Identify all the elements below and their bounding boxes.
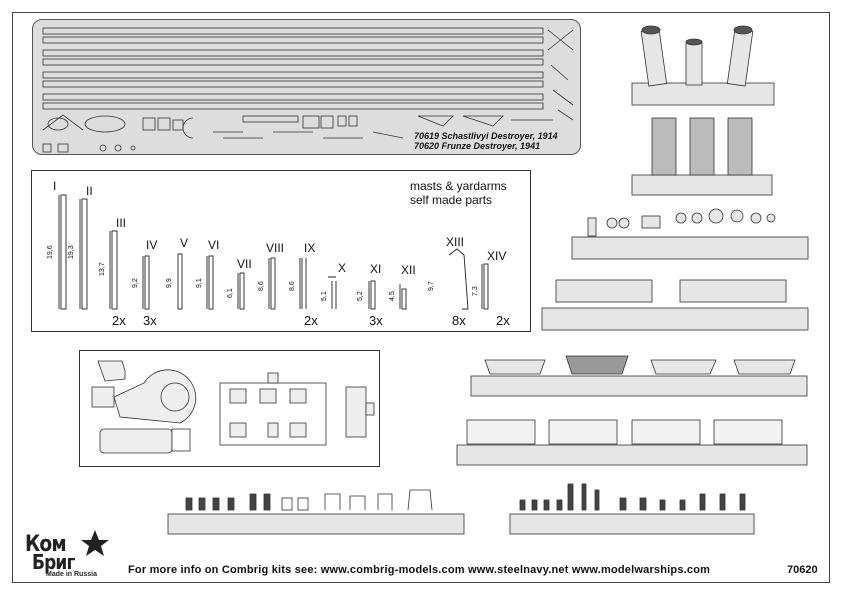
- mast-numeral-6: VI: [208, 238, 220, 252]
- mast-length-4: 9,2: [132, 278, 139, 288]
- masts-title-line-2: self made parts: [410, 193, 493, 207]
- mast-qty-13: 8x: [452, 313, 466, 328]
- mast-numeral-8: VIII: [266, 241, 285, 255]
- mast-qty-9: 2x: [304, 313, 318, 328]
- mast-qty-3: 2x: [112, 313, 126, 328]
- mast-numeral-10: X: [338, 261, 347, 275]
- mast-length-10: 5,1: [321, 291, 328, 301]
- mast-numeral-2: II: [86, 184, 93, 198]
- caption-line-2: 70620 Frunze Destroyer, 1941: [414, 141, 541, 151]
- mast-length-14: 7,3: [472, 286, 479, 296]
- footer-info: For more info on Combrig kits see: www.combrig-models.com www.steelnavy.net www.modelwarships.com: [128, 564, 711, 576]
- masts-yardarms-panel: [31, 170, 531, 332]
- star-icon: [80, 528, 110, 558]
- made-in-label: Made in Russia: [46, 571, 97, 578]
- resin-sprue-drawing: [80, 351, 381, 468]
- mast-qty-4: 3x: [143, 313, 157, 328]
- mast-numeral-1: I: [53, 179, 57, 193]
- mast-length-8: 8,6: [258, 281, 265, 291]
- mast-length-12: 4,5: [389, 291, 396, 301]
- mast-length-11: 5,2: [357, 291, 364, 301]
- mast-numeral-12: XII: [401, 263, 416, 277]
- mast-numeral-3: III: [116, 216, 127, 230]
- mast-length-5: 9,9: [166, 278, 173, 288]
- logo-top-text: Ком: [25, 532, 66, 557]
- masts-title-line-1: masts & yardarms: [410, 179, 507, 193]
- mast-length-13: 9,7: [428, 281, 435, 291]
- mast-numeral-13: XIII: [446, 235, 465, 249]
- logo-bottom-text: Бриг: [32, 550, 75, 574]
- mast-length-2: 19,3: [68, 245, 75, 259]
- mast-length-9: 8,6: [289, 281, 296, 291]
- mast-numeral-9: IX: [304, 241, 316, 255]
- mast-numeral-14: XIV: [487, 249, 507, 263]
- mast-length-3: 13,7: [99, 262, 106, 276]
- mast-numeral-5: V: [180, 236, 189, 250]
- resin-sprue-panel: [79, 350, 380, 467]
- mast-qty-11: 3x: [369, 313, 383, 328]
- kit-code: 70620: [787, 564, 818, 576]
- mast-length-6: 9,1: [196, 278, 203, 288]
- caption-line-1: 70619 Schastlivyi Destroyer, 1914: [414, 131, 558, 141]
- mast-length-1: 19,6: [47, 245, 54, 259]
- mast-numeral-11: XI: [370, 262, 382, 276]
- combrig-logo: [20, 528, 120, 578]
- mast-numeral-4: IV: [146, 238, 158, 252]
- mast-qty-14: 2x: [496, 313, 510, 328]
- mast-numeral-7: VII: [237, 257, 252, 271]
- mast-length-7: 6,1: [227, 288, 234, 298]
